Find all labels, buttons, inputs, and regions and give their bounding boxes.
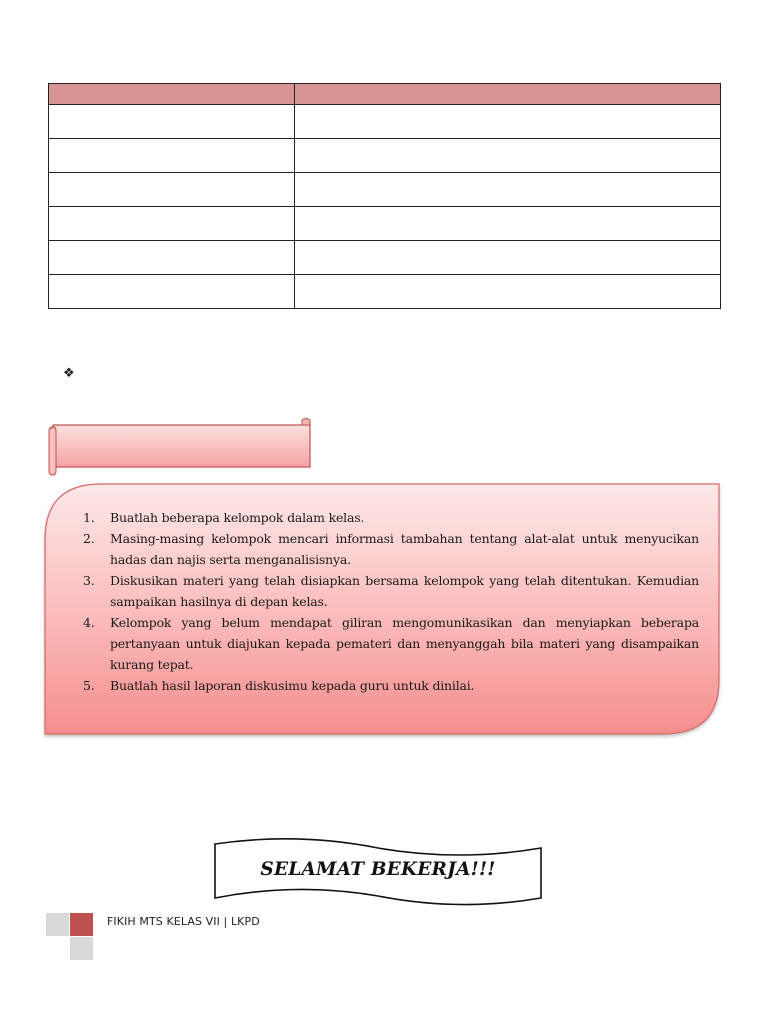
footer-square-red — [70, 913, 93, 936]
list-item — [83, 612, 699, 675]
list-item — [83, 675, 699, 696]
footer-square-gray — [70, 937, 93, 960]
instruction-list — [83, 507, 699, 696]
list-item-text: Diskusikan materi yang telah disiapkan bersama kelompok yang telah ditentukan. Kemudian sampaikan hasilnya di depan kelas. — [110, 573, 699, 609]
table-header-cell — [49, 84, 295, 105]
table-header-cell — [295, 84, 721, 105]
diamond-bullet-icon: ❖ — [63, 366, 75, 381]
footer-text: FIKIH MTS KELAS VII | LKPD — [107, 915, 260, 928]
list-item — [83, 528, 699, 570]
table-cell — [49, 105, 295, 139]
table-cell — [295, 275, 721, 309]
table-row — [49, 275, 721, 309]
table-row — [49, 241, 721, 275]
list-item-number: 5. — [83, 678, 95, 693]
list-item-number: 2. — [83, 531, 95, 546]
scroll-shape — [44, 417, 316, 477]
closing-text: SELAMAT BEKERJA!!! — [260, 859, 496, 880]
table-row — [49, 105, 721, 139]
scroll-banner — [44, 417, 316, 477]
list-item-text: Buatlah beberapa kelompok dalam kelas. — [110, 510, 365, 525]
list-item-text: Buatlah hasil laporan diskusimu kepada guru untuk dinilai. — [110, 678, 475, 693]
list-item — [83, 570, 699, 612]
instruction-box — [43, 482, 723, 740]
list-item-text: Kelompok yang belum mendapat giliran mengomunikasikan dan menyiapkan beberapa pertanyaan untuk diajukan kepada pemateri dan menyanggah bila materi yang disampaikan kurang tepat. — [110, 615, 699, 672]
table-cell — [49, 275, 295, 309]
table-row — [49, 139, 721, 173]
table-cell — [295, 139, 721, 173]
table-cell — [49, 241, 295, 275]
table-cell — [49, 207, 295, 241]
list-item-number: 3. — [83, 573, 95, 588]
closing-banner — [212, 838, 544, 908]
work-table — [48, 83, 721, 309]
footer-square-gray — [46, 913, 69, 936]
list-item-number: 1. — [83, 510, 95, 525]
table-cell — [295, 241, 721, 275]
table-row — [49, 173, 721, 207]
list-item — [83, 507, 699, 528]
table-cell — [295, 207, 721, 241]
table-header-row — [49, 84, 721, 105]
table-cell — [295, 105, 721, 139]
table-cell — [295, 173, 721, 207]
list-item-number: 4. — [83, 615, 95, 630]
list-item-text: Masing-masing kelompok mencari informasi tambahan tentang alat-alat untuk menyucikan hadas dan najis serta menganalisisnya. — [110, 531, 699, 567]
table-cell — [49, 173, 295, 207]
table-row — [49, 207, 721, 241]
table-cell — [49, 139, 295, 173]
